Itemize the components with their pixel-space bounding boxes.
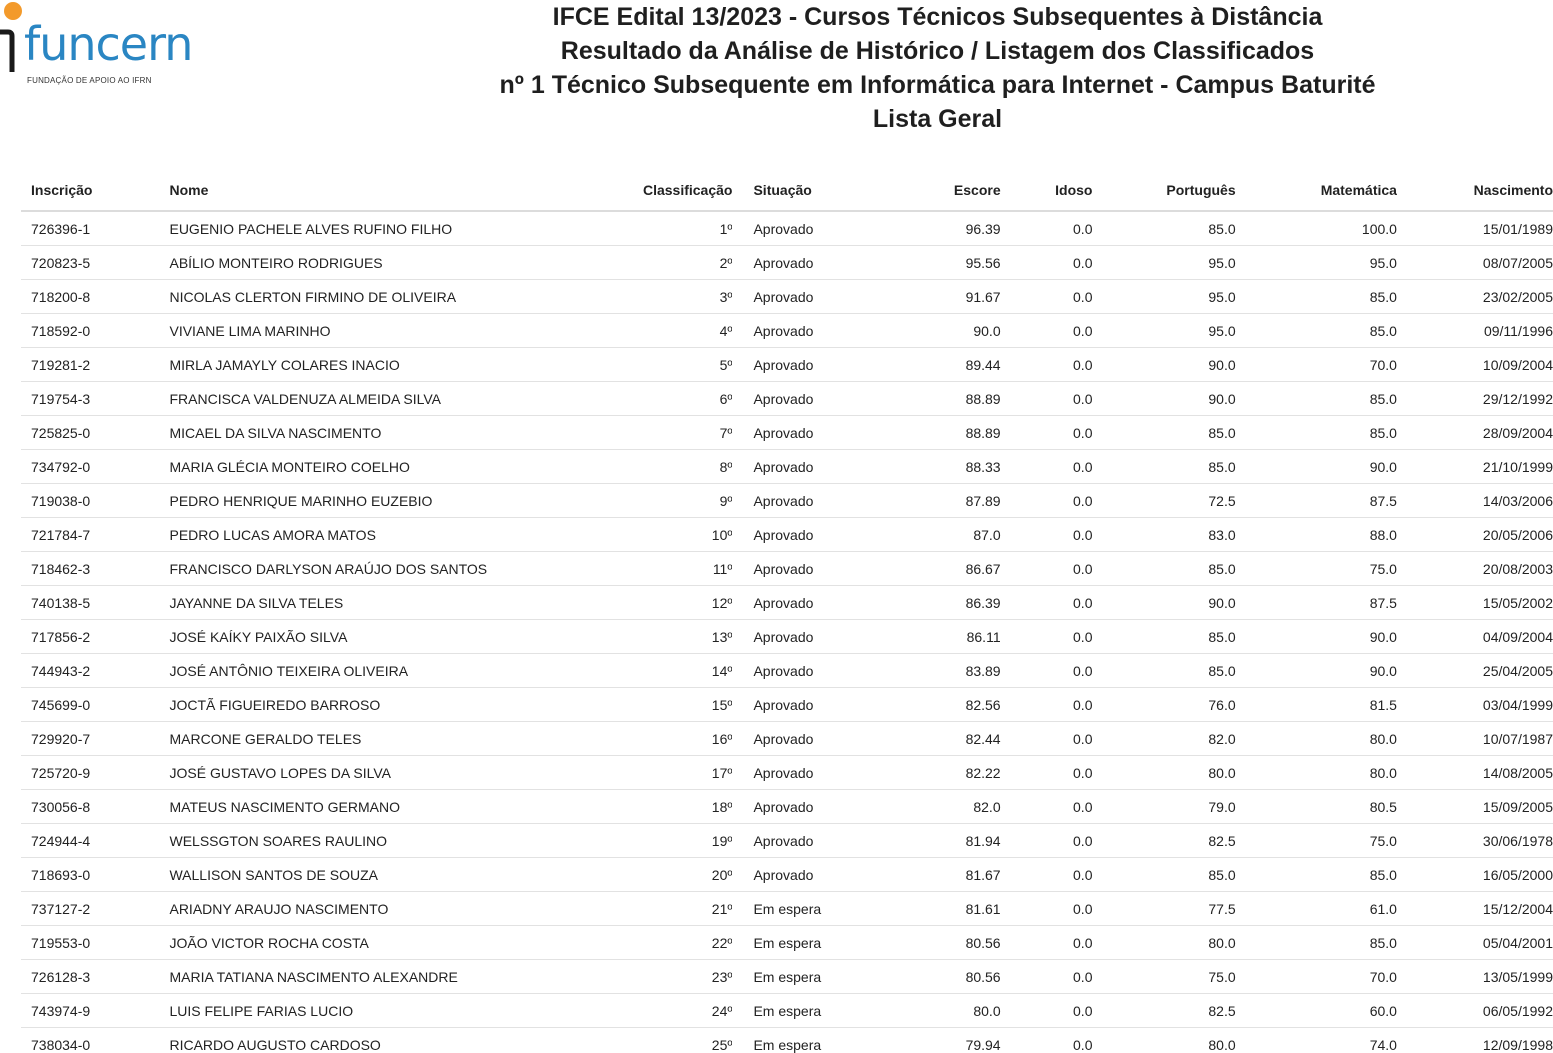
cell-classificacao: 25º xyxy=(618,1028,732,1053)
cell-nome: FRANCISCO DARLYSON ARAÚJO DOS SANTOS xyxy=(169,552,618,586)
cell-nome: JOCTÃ FIGUEIREDO BARROSO xyxy=(169,688,618,722)
cell-nome: MARIA TATIANA NASCIMENTO ALEXANDRE xyxy=(169,960,618,994)
cell-escore: 87.0 xyxy=(883,518,1001,552)
cell-classificacao: 14º xyxy=(618,654,732,688)
cell-inscricao: 737127-2 xyxy=(21,892,169,926)
cell-escore: 86.11 xyxy=(883,620,1001,654)
cell-matematica: 60.0 xyxy=(1236,994,1397,1028)
cell-idoso: 0.0 xyxy=(1001,926,1093,960)
cell-idoso: 0.0 xyxy=(1001,960,1093,994)
cell-portugues: 76.0 xyxy=(1092,688,1235,722)
cell-idoso: 0.0 xyxy=(1001,790,1093,824)
cell-escore: 82.56 xyxy=(883,688,1001,722)
table-body xyxy=(21,211,1553,1053)
cell-matematica: 95.0 xyxy=(1236,246,1397,280)
cell-nascimento: 30/06/1978 xyxy=(1397,824,1553,858)
cell-portugues: 72.5 xyxy=(1092,484,1235,518)
table-row xyxy=(21,722,1553,756)
column-header-portugues: Português xyxy=(1092,170,1235,211)
cell-idoso: 0.0 xyxy=(1001,688,1093,722)
cell-classificacao: 18º xyxy=(618,790,732,824)
table-row xyxy=(21,824,1553,858)
cell-portugues: 79.0 xyxy=(1092,790,1235,824)
cell-nome: EUGENIO PACHELE ALVES RUFINO FILHO xyxy=(169,211,618,246)
cell-nome: MARIA GLÉCIA MONTEIRO COELHO xyxy=(169,450,618,484)
cell-situacao: Em espera xyxy=(732,892,883,926)
cell-portugues: 85.0 xyxy=(1092,211,1235,246)
cell-situacao: Aprovado xyxy=(732,280,883,314)
column-header-matematica: Matemática xyxy=(1236,170,1397,211)
header-title-line-1: IFCE Edital 13/2023 - Cursos Técnicos Subsequentes à Distância xyxy=(552,3,1323,31)
cell-nome: ARIADNY ARAUJO NASCIMENTO xyxy=(169,892,618,926)
cell-portugues: 90.0 xyxy=(1092,348,1235,382)
cell-portugues: 95.0 xyxy=(1092,314,1235,348)
cell-portugues: 85.0 xyxy=(1092,654,1235,688)
table-row xyxy=(21,790,1553,824)
cell-portugues: 90.0 xyxy=(1092,586,1235,620)
cell-situacao: Aprovado xyxy=(732,824,883,858)
cell-classificacao: 15º xyxy=(618,688,732,722)
cell-inscricao: 725825-0 xyxy=(21,416,169,450)
cell-classificacao: 7º xyxy=(618,416,732,450)
cell-nome: PEDRO LUCAS AMORA MATOS xyxy=(169,518,618,552)
cell-situacao: Aprovado xyxy=(732,518,883,552)
cell-classificacao: 22º xyxy=(618,926,732,960)
cell-matematica: 90.0 xyxy=(1236,654,1397,688)
cell-matematica: 88.0 xyxy=(1236,518,1397,552)
header-title-line-4: Lista Geral xyxy=(872,105,1003,133)
cell-portugues: 82.5 xyxy=(1092,824,1235,858)
cell-nome: WALLISON SANTOS DE SOUZA xyxy=(169,858,618,892)
cell-idoso: 0.0 xyxy=(1001,1028,1093,1053)
cell-portugues: 85.0 xyxy=(1092,416,1235,450)
cell-escore: 80.0 xyxy=(883,994,1001,1028)
cell-escore: 91.67 xyxy=(883,280,1001,314)
table-row xyxy=(21,1028,1553,1053)
cell-classificacao: 17º xyxy=(618,756,732,790)
cell-matematica: 85.0 xyxy=(1236,382,1397,416)
cell-matematica: 90.0 xyxy=(1236,620,1397,654)
cell-situacao: Aprovado xyxy=(732,416,883,450)
cell-nascimento: 20/05/2006 xyxy=(1397,518,1553,552)
cell-portugues: 85.0 xyxy=(1092,450,1235,484)
table-row xyxy=(21,450,1553,484)
cell-matematica: 85.0 xyxy=(1236,416,1397,450)
table-row xyxy=(21,552,1553,586)
cell-portugues: 95.0 xyxy=(1092,280,1235,314)
logo-dot-icon xyxy=(4,2,22,20)
table-row xyxy=(21,586,1553,620)
cell-inscricao: 718200-8 xyxy=(21,280,169,314)
cell-situacao: Aprovado xyxy=(732,586,883,620)
cell-situacao: Aprovado xyxy=(732,620,883,654)
table-row xyxy=(21,382,1553,416)
cell-idoso: 0.0 xyxy=(1001,518,1093,552)
logo-wordmark: funcern xyxy=(24,17,193,71)
cell-portugues: 85.0 xyxy=(1092,552,1235,586)
cell-escore: 86.39 xyxy=(883,586,1001,620)
cell-matematica: 80.0 xyxy=(1236,756,1397,790)
cell-nascimento: 25/04/2005 xyxy=(1397,654,1553,688)
cell-portugues: 75.0 xyxy=(1092,960,1235,994)
cell-inscricao: 717856-2 xyxy=(21,620,169,654)
cell-nome: VIVIANE LIMA MARINHO xyxy=(169,314,618,348)
cell-idoso: 0.0 xyxy=(1001,211,1093,246)
cell-idoso: 0.0 xyxy=(1001,348,1093,382)
cell-classificacao: 16º xyxy=(618,722,732,756)
cell-matematica: 90.0 xyxy=(1236,450,1397,484)
cell-nome: PEDRO HENRIQUE MARINHO EUZEBIO xyxy=(169,484,618,518)
cell-situacao: Aprovado xyxy=(732,211,883,246)
cell-classificacao: 11º xyxy=(618,552,732,586)
cell-idoso: 0.0 xyxy=(1001,654,1093,688)
cell-escore: 82.0 xyxy=(883,790,1001,824)
cell-inscricao: 740138-5 xyxy=(21,586,169,620)
cell-nascimento: 14/08/2005 xyxy=(1397,756,1553,790)
cell-idoso: 0.0 xyxy=(1001,994,1093,1028)
cell-portugues: 80.0 xyxy=(1092,926,1235,960)
cell-inscricao: 730056-8 xyxy=(21,790,169,824)
cell-inscricao: 745699-0 xyxy=(21,688,169,722)
cell-situacao: Aprovado xyxy=(732,246,883,280)
cell-nascimento: 15/01/1989 xyxy=(1397,211,1553,246)
cell-nome: RICARDO AUGUSTO CARDOSO xyxy=(169,1028,618,1053)
cell-situacao: Em espera xyxy=(732,994,883,1028)
cell-matematica: 85.0 xyxy=(1236,280,1397,314)
table-row xyxy=(21,211,1553,246)
cell-inscricao: 726396-1 xyxy=(21,211,169,246)
cell-nascimento: 03/04/1999 xyxy=(1397,688,1553,722)
cell-classificacao: 13º xyxy=(618,620,732,654)
cell-inscricao: 719754-3 xyxy=(21,382,169,416)
cell-nascimento: 21/10/1999 xyxy=(1397,450,1553,484)
table-row xyxy=(21,892,1553,926)
cell-situacao: Aprovado xyxy=(732,348,883,382)
table-row xyxy=(21,926,1553,960)
table-header-row xyxy=(21,170,1553,211)
cell-classificacao: 8º xyxy=(618,450,732,484)
cell-portugues: 85.0 xyxy=(1092,858,1235,892)
cell-classificacao: 3º xyxy=(618,280,732,314)
cell-idoso: 0.0 xyxy=(1001,314,1093,348)
cell-matematica: 80.5 xyxy=(1236,790,1397,824)
column-header-escore: Escore xyxy=(883,170,1001,211)
cell-escore: 81.61 xyxy=(883,892,1001,926)
cell-escore: 81.67 xyxy=(883,858,1001,892)
header-title-line-3: nº 1 Técnico Subsequente em Informática para Internet - Campus Baturité xyxy=(499,71,1376,99)
cell-matematica: 75.0 xyxy=(1236,552,1397,586)
cell-nome: JAYANNE DA SILVA TELES xyxy=(169,586,618,620)
cell-portugues: 82.5 xyxy=(1092,994,1235,1028)
column-header-situacao: Situação xyxy=(732,170,883,211)
cell-matematica: 81.5 xyxy=(1236,688,1397,722)
cell-situacao: Aprovado xyxy=(732,654,883,688)
cell-matematica: 87.5 xyxy=(1236,586,1397,620)
cell-portugues: 83.0 xyxy=(1092,518,1235,552)
cell-portugues: 80.0 xyxy=(1092,756,1235,790)
cell-situacao: Aprovado xyxy=(732,450,883,484)
cell-nascimento: 10/09/2004 xyxy=(1397,348,1553,382)
cell-classificacao: 12º xyxy=(618,586,732,620)
table-row xyxy=(21,280,1553,314)
cell-nascimento: 15/12/2004 xyxy=(1397,892,1553,926)
cell-situacao: Aprovado xyxy=(732,858,883,892)
cell-matematica: 74.0 xyxy=(1236,1028,1397,1053)
cell-nome: MICAEL DA SILVA NASCIMENTO xyxy=(169,416,618,450)
cell-escore: 96.39 xyxy=(883,211,1001,246)
cell-idoso: 0.0 xyxy=(1001,382,1093,416)
cell-escore: 87.89 xyxy=(883,484,1001,518)
cell-classificacao: 23º xyxy=(618,960,732,994)
cell-matematica: 100.0 xyxy=(1236,211,1397,246)
cell-nascimento: 04/09/2004 xyxy=(1397,620,1553,654)
table-row xyxy=(21,994,1553,1028)
cell-situacao: Aprovado xyxy=(732,382,883,416)
cell-nome: JOÃO VICTOR ROCHA COSTA xyxy=(169,926,618,960)
cell-portugues: 80.0 xyxy=(1092,1028,1235,1053)
cell-inscricao: 724944-4 xyxy=(21,824,169,858)
cell-nome: JOSÉ ANTÔNIO TEIXEIRA OLIVEIRA xyxy=(169,654,618,688)
cell-classificacao: 24º xyxy=(618,994,732,1028)
cell-inscricao: 734792-0 xyxy=(21,450,169,484)
cell-classificacao: 2º xyxy=(618,246,732,280)
table-row xyxy=(21,654,1553,688)
cell-idoso: 0.0 xyxy=(1001,280,1093,314)
table-row xyxy=(21,756,1553,790)
cell-escore: 82.22 xyxy=(883,756,1001,790)
cell-inscricao: 718462-3 xyxy=(21,552,169,586)
cell-idoso: 0.0 xyxy=(1001,756,1093,790)
cell-escore: 89.44 xyxy=(883,348,1001,382)
column-header-nome: Nome xyxy=(169,170,618,211)
table-row xyxy=(21,858,1553,892)
table-row xyxy=(21,348,1553,382)
cell-inscricao: 719281-2 xyxy=(21,348,169,382)
cell-nascimento: 23/02/2005 xyxy=(1397,280,1553,314)
cell-escore: 81.94 xyxy=(883,824,1001,858)
cell-inscricao: 729920-7 xyxy=(21,722,169,756)
cell-portugues: 77.5 xyxy=(1092,892,1235,926)
cell-matematica: 70.0 xyxy=(1236,960,1397,994)
cell-idoso: 0.0 xyxy=(1001,824,1093,858)
document-header xyxy=(322,0,1553,136)
cell-inscricao: 725720-9 xyxy=(21,756,169,790)
logo-mark-icon xyxy=(0,26,26,72)
cell-classificacao: 1º xyxy=(618,211,732,246)
cell-escore: 90.0 xyxy=(883,314,1001,348)
cell-idoso: 0.0 xyxy=(1001,484,1093,518)
cell-inscricao: 718592-0 xyxy=(21,314,169,348)
cell-inscricao: 738034-0 xyxy=(21,1028,169,1053)
logo-subtitle: FUNDAÇÃO DE APOIO AO IFRN xyxy=(27,76,152,85)
cell-situacao: Aprovado xyxy=(732,314,883,348)
cell-nome: JOSÉ GUSTAVO LOPES DA SILVA xyxy=(169,756,618,790)
column-header-nascimento: Nascimento xyxy=(1397,170,1553,211)
table-row xyxy=(21,416,1553,450)
cell-classificacao: 5º xyxy=(618,348,732,382)
cell-escore: 79.94 xyxy=(883,1028,1001,1053)
cell-nome: ABÍLIO MONTEIRO RODRIGUES xyxy=(169,246,618,280)
cell-situacao: Em espera xyxy=(732,1028,883,1053)
cell-escore: 80.56 xyxy=(883,960,1001,994)
table-row xyxy=(21,484,1553,518)
cell-classificacao: 10º xyxy=(618,518,732,552)
cell-nascimento: 28/09/2004 xyxy=(1397,416,1553,450)
cell-situacao: Aprovado xyxy=(732,790,883,824)
table-row xyxy=(21,314,1553,348)
cell-idoso: 0.0 xyxy=(1001,552,1093,586)
header-title-line-2: Resultado da Análise de Histórico / Listagem dos Classificados xyxy=(560,37,1315,65)
cell-inscricao: 721784-7 xyxy=(21,518,169,552)
cell-nascimento: 10/07/1987 xyxy=(1397,722,1553,756)
cell-nome: JOSÉ KAÍKY PAIXÃO SILVA xyxy=(169,620,618,654)
cell-nascimento: 09/11/1996 xyxy=(1397,314,1553,348)
cell-classificacao: 20º xyxy=(618,858,732,892)
table-row xyxy=(21,620,1553,654)
cell-escore: 88.89 xyxy=(883,416,1001,450)
cell-inscricao: 718693-0 xyxy=(21,858,169,892)
cell-nome: FRANCISCA VALDENUZA ALMEIDA SILVA xyxy=(169,382,618,416)
cell-portugues: 90.0 xyxy=(1092,382,1235,416)
cell-idoso: 0.0 xyxy=(1001,416,1093,450)
cell-situacao: Aprovado xyxy=(732,552,883,586)
cell-inscricao: 743974-9 xyxy=(21,994,169,1028)
cell-classificacao: 4º xyxy=(618,314,732,348)
cell-classificacao: 6º xyxy=(618,382,732,416)
cell-portugues: 95.0 xyxy=(1092,246,1235,280)
cell-nome: LUIS FELIPE FARIAS LUCIO xyxy=(169,994,618,1028)
cell-inscricao: 719553-0 xyxy=(21,926,169,960)
cell-escore: 86.67 xyxy=(883,552,1001,586)
cell-inscricao: 744943-2 xyxy=(21,654,169,688)
cell-situacao: Aprovado xyxy=(732,756,883,790)
cell-matematica: 75.0 xyxy=(1236,824,1397,858)
cell-escore: 83.89 xyxy=(883,654,1001,688)
cell-idoso: 0.0 xyxy=(1001,246,1093,280)
cell-situacao: Aprovado xyxy=(732,722,883,756)
cell-nascimento: 12/09/1998 xyxy=(1397,1028,1553,1053)
cell-classificacao: 21º xyxy=(618,892,732,926)
cell-nascimento: 15/09/2005 xyxy=(1397,790,1553,824)
cell-situacao: Em espera xyxy=(732,926,883,960)
cell-idoso: 0.0 xyxy=(1001,892,1093,926)
cell-escore: 88.89 xyxy=(883,382,1001,416)
cell-nome: MARCONE GERALDO TELES xyxy=(169,722,618,756)
cell-idoso: 0.0 xyxy=(1001,450,1093,484)
cell-inscricao: 719038-0 xyxy=(21,484,169,518)
table-row xyxy=(21,960,1553,994)
cell-escore: 80.56 xyxy=(883,926,1001,960)
cell-matematica: 87.5 xyxy=(1236,484,1397,518)
table-row xyxy=(21,246,1553,280)
cell-nome: MIRLA JAMAYLY COLARES INACIO xyxy=(169,348,618,382)
cell-idoso: 0.0 xyxy=(1001,620,1093,654)
cell-idoso: 0.0 xyxy=(1001,858,1093,892)
results-table-container xyxy=(21,170,1553,1053)
results-table xyxy=(21,170,1553,1053)
cell-inscricao: 720823-5 xyxy=(21,246,169,280)
cell-nascimento: 15/05/2002 xyxy=(1397,586,1553,620)
cell-nome: WELSSGTON SOARES RAULINO xyxy=(169,824,618,858)
cell-nascimento: 29/12/1992 xyxy=(1397,382,1553,416)
cell-portugues: 85.0 xyxy=(1092,620,1235,654)
cell-nome: NICOLAS CLERTON FIRMINO DE OLIVEIRA xyxy=(169,280,618,314)
column-header-classificacao: Classificação xyxy=(618,170,732,211)
cell-idoso: 0.0 xyxy=(1001,722,1093,756)
cell-escore: 88.33 xyxy=(883,450,1001,484)
cell-matematica: 61.0 xyxy=(1236,892,1397,926)
column-header-idoso: Idoso xyxy=(1001,170,1093,211)
cell-classificacao: 9º xyxy=(618,484,732,518)
cell-nascimento: 16/05/2000 xyxy=(1397,858,1553,892)
cell-matematica: 70.0 xyxy=(1236,348,1397,382)
cell-escore: 95.56 xyxy=(883,246,1001,280)
cell-portugues: 82.0 xyxy=(1092,722,1235,756)
cell-nascimento: 13/05/1999 xyxy=(1397,960,1553,994)
table-row xyxy=(21,518,1553,552)
column-header-inscricao: Inscrição xyxy=(21,170,169,211)
cell-matematica: 85.0 xyxy=(1236,314,1397,348)
cell-nascimento: 06/05/1992 xyxy=(1397,994,1553,1028)
funcern-logo xyxy=(0,0,193,90)
cell-situacao: Aprovado xyxy=(732,484,883,518)
table-row xyxy=(21,688,1553,722)
cell-matematica: 85.0 xyxy=(1236,858,1397,892)
cell-matematica: 80.0 xyxy=(1236,722,1397,756)
cell-matematica: 85.0 xyxy=(1236,926,1397,960)
cell-classificacao: 19º xyxy=(618,824,732,858)
cell-nome: MATEUS NASCIMENTO GERMANO xyxy=(169,790,618,824)
cell-nascimento: 05/04/2001 xyxy=(1397,926,1553,960)
cell-inscricao: 726128-3 xyxy=(21,960,169,994)
cell-nascimento: 14/03/2006 xyxy=(1397,484,1553,518)
cell-nascimento: 08/07/2005 xyxy=(1397,246,1553,280)
cell-nascimento: 20/08/2003 xyxy=(1397,552,1553,586)
cell-escore: 82.44 xyxy=(883,722,1001,756)
cell-situacao: Aprovado xyxy=(732,688,883,722)
cell-situacao: Em espera xyxy=(732,960,883,994)
cell-idoso: 0.0 xyxy=(1001,586,1093,620)
